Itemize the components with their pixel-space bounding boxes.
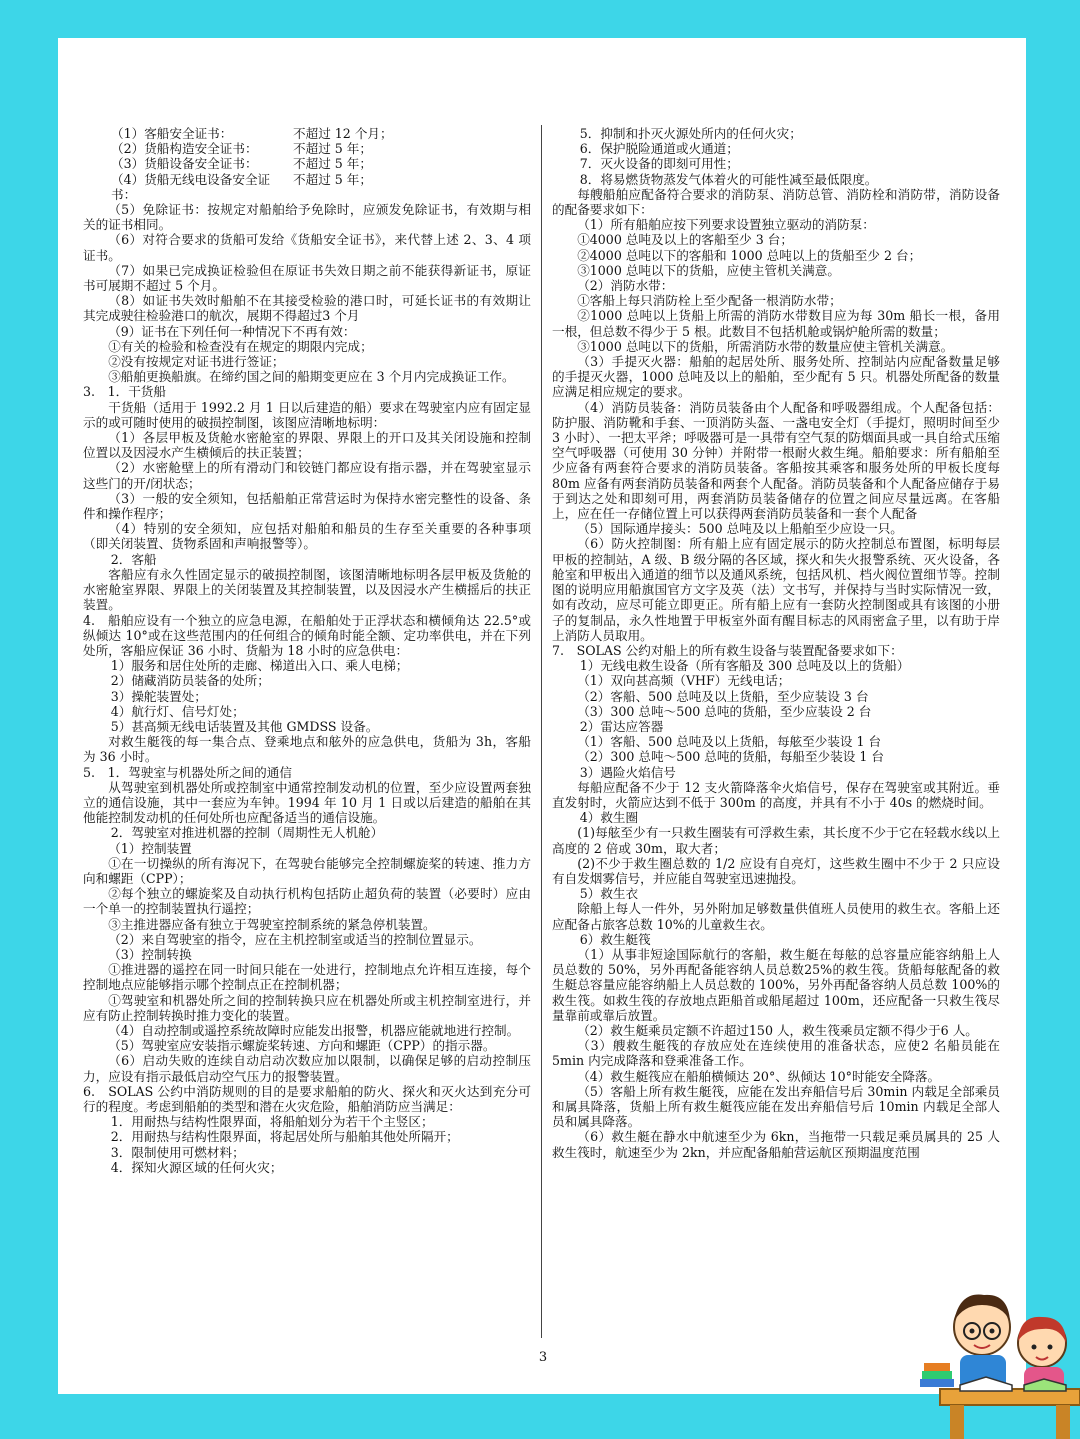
- paragraph: （2）消防水带：: [577, 278, 674, 294]
- certificate-validity: 不超过 5 年；: [293, 141, 372, 157]
- paragraph: 4．探知火源区域的任何火灾；: [110, 1159, 283, 1175]
- paragraph: ②没有按规定对证书进行签证；: [108, 354, 285, 370]
- paragraph: （5）国际通岸接头：500 总吨及以上船舶至少应设一只。: [577, 521, 903, 537]
- certificate-row: [83, 156, 531, 171]
- paragraph: （9）证书在下列任何一种情况下不再有效：: [108, 323, 356, 339]
- paragraph: （2）客船、500 总吨及以上货船，至少应装设 3 台: [577, 688, 869, 704]
- paragraph: 客船应有永久性固定显示的破损控制图，该图清晰地标明各层甲板及货舱的水密舱室界限、界限上的关闭装置及其控制装置，以及因浸水产生横摇后的扶正装置。: [83, 566, 531, 613]
- paragraph: 7. SOLAS 公约对船上的所有救生设备与装置配备要求如下：: [552, 642, 903, 658]
- certificate-row: [83, 126, 531, 141]
- paragraph: ①客船上每只消防栓上至少配备一根消防水带；: [577, 293, 842, 309]
- paragraph: ①有关的检验和检查没有在规定的期限内完成；: [108, 338, 373, 354]
- paragraph: 1）服务和居住处所的走廊、梯道出入口、乘人电梯；: [110, 658, 409, 674]
- paragraph: （1）所有船舶应按下列要求设置独立驱动的消防泵：: [577, 217, 875, 233]
- paragraph: （6）防火控制图：所有船上应有固定展示的防火控制总布置图，标明每层甲板的控制站，A 级、B 级分隔的各区域，探火和失火报警系统、灭火设备，各舱室和甲板出入通道的细节以及通风系统，包括风机、档火阀位置细节等。控制图的说明应用船旗国官方文字及英（法）文书写，并保持与当时实际情况一致，如有改动，应尽可能立即更正。所有船上应有一套防火控制图或具有该图的小册子的复制品，永久性地置于甲板室外面有醒目标志的风雨密盒子里，以有助于岸上消防人员取用。: [552, 536, 1000, 643]
- paragraph: 3. 1．干货船: [83, 384, 166, 400]
- paragraph: （2）救生艇乘员定额不许超过150 人，救生筏乘员定额不得少于6 人。: [577, 1022, 978, 1038]
- certificate-row: [83, 141, 531, 156]
- paragraph: 3）遇险火焰信号: [579, 764, 676, 780]
- kids-reading-illustration: [920, 1239, 1080, 1439]
- paragraph: 6）救生艇筏: [579, 931, 651, 947]
- paragraph: 3）操舵装置处；: [110, 688, 207, 704]
- paragraph: 4. 船舶应设有一个独立的应急电源，在船舶处于正浮状态和横倾角达 22.5°或纵倾达 10°或在这些范围内的任何组合的倾角时能全额、定功率供电，并在下列处所，客船应保证 36 小时、货船为 18 小时的应急供电：: [83, 612, 531, 658]
- paragraph: （2）来自驾驶室的指令，应在主机控制室或适当的控制位置显示。: [108, 931, 482, 947]
- paragraph: （4）救生艇筏应在船舶横倾达 20°、纵倾达 10°时能安全降落。: [577, 1068, 941, 1084]
- paragraph: 2．客船: [110, 551, 157, 567]
- paragraph: ①推进器的遥控在同一时间只能在一处进行，控制地点允许相互连接，每个控制地点应能够指示哪个控制点正在控制机器；: [83, 962, 531, 993]
- left-column: [83, 126, 531, 1336]
- paragraph: （4）特别的安全须知，应包括对船舶和船员的生存至关重要的各种事项（即关闭装置、货物系固和声响报警等）。: [83, 521, 531, 552]
- column-divider: [541, 125, 542, 1338]
- paragraph: （7）如果已完成换证检验但在原证书失效日期之前不能获得新证书，原证书可展期不超过 5 个月。: [83, 262, 531, 294]
- paragraph: （8）如证书失效时船舶不在其接受检验的港口时，可延长证书的有效期让其完成驶往检验港口的航次，展期不得超过3 个月: [83, 293, 531, 324]
- paragraph: ②每个独立的螺旋桨及自动执行机构包括防止超负荷的装置（必要时）应由一个单一的控制装置执行遥控；: [83, 886, 531, 917]
- paragraph: 1）无线电救生设备（所有客船及 300 总吨及以上的货船）: [579, 658, 910, 674]
- paragraph: 4）救生圈: [579, 810, 639, 826]
- paragraph: 5）甚高频无线电话装置及其他 GMDSS 设备。: [110, 718, 379, 734]
- certificate-validity: 不超过 5 年；: [293, 171, 372, 187]
- paragraph: (1)每舷至少有一只救生圈装有可浮救生索，其长度不少于它在轻载水线以上高度的 2 倍或 30m，取大者；: [552, 825, 1000, 856]
- certificate-validity: 不超过 5 年；: [293, 156, 372, 172]
- paragraph: (2)不少于救生圈总数的 1/2 应设有自亮灯，这些救生圈中不少于 2 只应设有自发烟雾信号，并应能自驾驶室迅速抛投。: [552, 855, 1000, 886]
- paragraph: ③1000 总吨以下的货船，所需消防水带的数量应使主管机关满意。: [577, 338, 954, 354]
- certificate-validity-list: [83, 126, 531, 202]
- paragraph: （6）救生艇在静水中航速至少为 6kn，当拖带一只载足乘员属具的 25 人救生筏时，航速至少为 2kn，并应配备船舶营运航区预期温度范围: [552, 1129, 1000, 1160]
- page-number: 3: [538, 1350, 548, 1365]
- paragraph: ①驾驶室和机器处所之间的控制转换只应在机器处所或主机控制室进行，并应有防止控制转换时推力变化的装置。: [83, 992, 531, 1023]
- paragraph: （6）对符合要求的货船可发给《货船安全证书》，来代替上述 2、3、4 项证书。: [83, 232, 531, 263]
- paragraph: 2．驾驶室对推进机器的控制（周期性无人机舱）: [110, 825, 384, 841]
- paragraph: 每艘船舶应配备符合要求的消防泵、消防总管、消防栓和消防带，消防设备的配备要求如下：: [552, 186, 1000, 218]
- paragraph: 2）雷达应答器: [579, 718, 664, 734]
- paragraph: （5）免除证书：按规定对船舶给予免除时，应颁发免除证书，有效期与相关的证书相同。: [83, 202, 531, 233]
- paragraph: （1）双向甚高频（VHF）无线电话；: [577, 673, 791, 689]
- certificate-name: （2）货船构造安全证书：: [111, 141, 258, 157]
- paragraph: （3）300 总吨～500 总吨的货船，至少应装设 2 台: [577, 703, 872, 719]
- paragraph: 4）航行灯、信号灯处；: [110, 703, 245, 719]
- paragraph: （5）客船上所有救生艇筏，应能在发出弃船信号后 30min 内载足全部乘员和属具降落，货船上所有救生艇筏应能在发出弃船信号后 10min 内载足全部人员和属具降落。: [552, 1083, 1000, 1130]
- document-page: [58, 38, 1026, 1394]
- paragraph: （1）从事非短途国际航行的客船，救生艇在每舷的总容量应能容纳船上人员总数的 50%，另外再配备能容纳人员总数25%的救生筏。货船每舷配备的救生艇总容量应能容纳船上人员总数的 100%，另外再配备容纳人员总数 100%的救生筏。如救生筏的存放地点距船首或船尾超过 100m，还应配备一只救生筏尽量靠前或靠后放置。: [552, 946, 1000, 1023]
- paragraph: （3）艘救生艇筏的存放应处在连续使用的准备状态，应使2 名船员能在 5min 内完成降落和登乘准备工作。: [552, 1038, 1000, 1069]
- paragraph: 1．用耐热与结构性限界面，将船舶划分为若干个主竖区；: [110, 1114, 434, 1130]
- certificate-name: （3）货船设备安全证书：: [111, 156, 258, 172]
- paragraph: ③船舶更换船旗。在缔约国之间的船期变更应在 3 个月内完成换证工作。: [108, 369, 515, 385]
- paragraph: ①4000 总吨及以上的客船至少 3 台；: [577, 232, 793, 248]
- paragraph: （2）水密舱壁上的所有滑动门和铰链门都应设有指示器，并在驾驶室显示这些门的开/闭状态；: [83, 460, 531, 491]
- paragraph: ②4000 总吨以下的客船和 1000 总吨以上的货船至少 2 台；: [577, 247, 922, 263]
- paragraph: 8．将易燃货物蒸发气体着火的可能性减至最低限度。: [579, 171, 878, 187]
- paragraph: （2）300 总吨～500 总吨的货船，每船至少装设 1 台: [577, 749, 884, 765]
- paragraph: 6．保护脱险通道或火通道；: [579, 141, 739, 157]
- paragraph: （4）自动控制或遥控系统故障时应能发出报警，机器应能就地进行控制。: [108, 1022, 520, 1038]
- paragraph: （3）控制转换: [108, 946, 192, 962]
- paragraph: 2）储藏消防员装备的处所；: [110, 673, 270, 689]
- right-column-text: [552, 126, 1000, 1160]
- paragraph: 对救生艇筏的每一集合点、登乘地点和舷外的应急供电，货船为 3h，客船为 36 小时。: [83, 734, 531, 765]
- paragraph: ②1000 总吨以上货船上所需的消防水带数目应为每 30m 船长一根，备用一根，但总数不得少于 5 根。此数目不包括机舱或锅炉舱所需的数量；: [552, 308, 1000, 339]
- paragraph: 5. 1．驾驶室与机器处所之间的通信: [83, 764, 292, 780]
- paragraph: 5．抑制和扑灭火源处所内的任何火灾；: [579, 126, 802, 141]
- paragraph: 7．灭火设备的即刻可用性；: [579, 156, 739, 172]
- paragraph: （3）一般的安全须知，包括船舶正常营运时为保持水密完整性的设备、条件和操作程序；: [83, 490, 531, 522]
- paragraph: 每船应配备不少于 12 支火箭降落伞火焰信号，保存在驾驶室或其附近。垂直发射时，火箭应达到不低于 300m 的高度，并具有不小于 40s 的燃烧时间。: [552, 779, 1000, 810]
- paragraph: （6）启动失败的连续自动启动次数应加以限制，以确保足够的启动控制压力，应设有指示最低启动空气压力的报警装置。: [83, 1053, 531, 1084]
- paragraph: （1）各层甲板及货舱水密舱室的界限、界限上的开口及其关闭设施和控制位置以及因浸水产生横倾后的扶正装置；: [83, 430, 531, 461]
- paragraph: ③主推进器应备有独立于驾驶室控制系统的紧急停机装置。: [108, 916, 436, 932]
- certificate-validity: 不超过 12 个月；: [293, 126, 393, 141]
- paragraph: （4）消防员装备：消防员装备由个人配备和呼吸器组成。个人配备包括：防护服、消防靴和手套、一顶消防头盔、一盏电安全灯（手提灯，照明时间至少 3 小时）、一把太平斧；呼吸器可是一具带有空气泵的防烟面具或一具自给式压缩空气呼吸器（可使用 30 分钟）并附带一根耐火救生绳。船舶要求：所有船舶至少应备有两套符合要求的消防员装备。客船按其乘客和服务处所的甲板长度每 80m 应备有两套消防员装备和两套个人配备。消防员装备和个人配备应储存于易于到达之处和即刻可用，两套消防员装备储存的位置之间应尽量远离。在客船上，应在任一存储位置上可以获得两套消防员装备和一套个人配备: [552, 399, 1000, 522]
- certificate-name: （4）货船无线电设备安全证书：: [111, 171, 271, 202]
- paragraph: 6. SOLAS 公约中消防规则的目的是要求船舶的防火、探火和灭火达到充分可行的程度。考虑到船舶的类型和潜在火灾危险，船舶消防应当满足：: [83, 1083, 531, 1114]
- paragraph: 5）救生衣: [579, 886, 639, 902]
- right-column: [552, 126, 1000, 1331]
- paragraph: （1）控制装置: [108, 840, 192, 856]
- paragraph: 3．限制使用可燃材料；: [110, 1144, 245, 1160]
- certificate-name: （1）客船安全证书：: [111, 126, 233, 141]
- certificate-row: [83, 172, 531, 202]
- paragraph: 从驾驶室到机器处所或控制室中通常控制发动机的位置，至少应设置两套独立的通信设施，其中一套应为车钟。1994 年 10 月 1 日或以后建造的船舶在其他能控制发动机的任何处所也应配备适当的通信设施。: [83, 779, 531, 826]
- paragraph: （3）手提灭火器：船舶的起居处所、服务处所、控制站内应配备数量足够的手提灭火器，1000 总吨及以上的船舶，至少配有 5 只。机器处所配备的数量应满足相应规定的要求。: [552, 354, 1000, 400]
- left-column-text: [83, 202, 531, 1175]
- paragraph: 干货船（适用于 1992.2 月 1 日以后建造的船）要求在驾驶室内应有固定显示的或可随时使用的破损控制图，该图应清晰地标明：: [83, 399, 531, 430]
- paragraph: ①在一切操纵的所有海况下，在驾驶台能够完全控制螺旋桨的转速、推力方向和螺距（CPP）；: [83, 855, 531, 886]
- paragraph: 2．用耐热与结构性限界面，将起居处所与船舶其他处所隔开；: [110, 1129, 459, 1145]
- paragraph: 除船上每人一件外，另外附加足够数量供值班人员使用的救生衣。客船上还应配备占旅客总数 10%的儿童救生衣。: [552, 901, 1000, 932]
- paragraph: （1）客船、500 总吨及以上货船，每舷至少装设 1 台: [577, 734, 882, 750]
- paragraph: （5）驾驶室应安装指示螺旋桨转速、方向和螺距（CPP）的指示器。: [108, 1038, 496, 1054]
- paragraph: ③1000 总吨以下的货船，应使主管机关满意。: [577, 262, 840, 278]
